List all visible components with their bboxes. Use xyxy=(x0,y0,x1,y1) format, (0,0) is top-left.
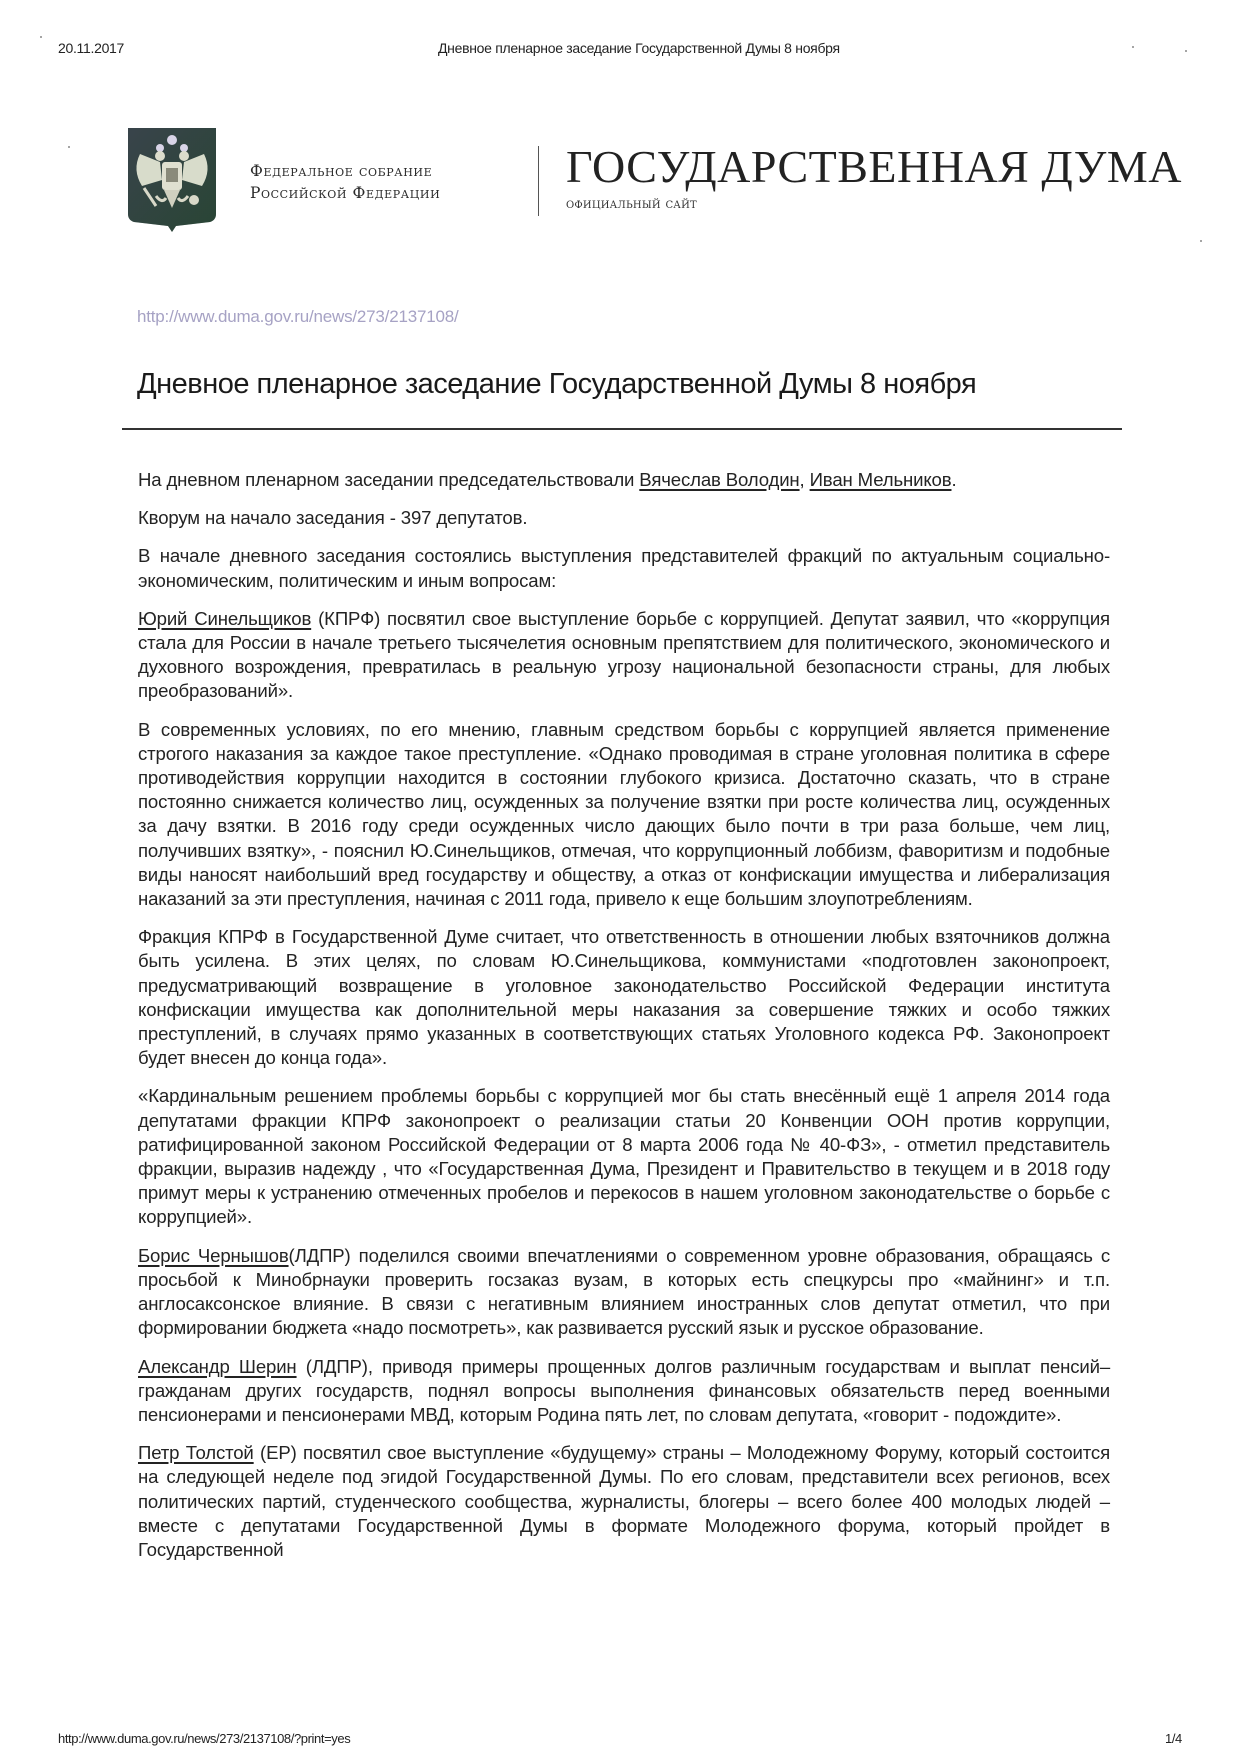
site-brand[interactable] xyxy=(566,141,1182,212)
paragraph-text: (ЛДПР) поделился своими впечатлениями о современном уровне образования, обращаясь с просьбой к Минобрнауки проверить госзаказ вузам, в которых есть спецкурсы про «майнинг» и т.п. англосаксонское влияние. В связи с негативным влиянием иностранных слов депутат отметил, что при формировании бюджета «надо посмотреть», как развивается русский язык и русское образование. xyxy=(138,1244,1110,1339)
paragraph-kprf-bill: Фракция КПРФ в Государственной Думе считает, что ответственность в отношении любых взяточников должна быть усилена. В этих целях, по словам Ю.Синельщикова, коммунистами «подготовлен законопроект, предусматривающий возвращение в уголовное законодательство Российской Федерации института конфискации имущества как дополнительной меры наказания за совершение тяжких и особо тяжких преступлений, в случаях прямо указанных в соответствующих статьях Уголовного кодекса РФ. Законопроект будет внесен до конца года». xyxy=(138,926,1110,1069)
paragraph-sinelshchikov xyxy=(138,607,1110,704)
site-header xyxy=(126,126,1182,232)
paragraph-chernyshov xyxy=(138,1244,1110,1341)
deputy-link-sinelshchikov[interactable]: Юрий Синельщиков xyxy=(138,607,312,629)
scan-artifact xyxy=(1132,46,1134,48)
paragraph-intro: В начале дневного заседания состоялись выступления представителей фракций по актуальным социально-экономическим, политическим и иным вопросам: xyxy=(138,545,1110,591)
deputy-link-chernyshov[interactable]: Борис Чернышов xyxy=(138,1244,289,1266)
coat-of-arms-icon[interactable] xyxy=(126,126,218,232)
article-title: Дневное пленарное заседание Государственной Думы 8 ноября xyxy=(137,368,977,400)
deputy-link-tolstoy[interactable]: Петр Толстой xyxy=(138,1442,254,1464)
paragraph-un-convention: «Кардинальным решением проблемы борьбы с коррупцией мог бы стать внесённый ещё 1 апреля 2014 года депутатами фракции КПРФ законопроект о реализации статьи 20 Конвенции ООН против коррупции, ратифицированной законом Российской Федерации от 8 марта 2006 года № 40-ФЗ», - отметил представитель фракции, выразив надежду , что «Государственная Дума, Президент и Правительство в текущем и в 2018 году примут меры к устранению отмеченных пробелов и перекосов в нашем уголовном законодательстве о борьбе с коррупцией». xyxy=(138,1085,1110,1228)
deputy-link-sherin[interactable]: Александр Шерин xyxy=(138,1355,297,1377)
paragraph-tolstoy xyxy=(138,1441,1110,1562)
page-url[interactable]: http://www.duma.gov.ru/news/273/2137108/ xyxy=(137,307,459,326)
organization-name xyxy=(250,160,440,204)
title-divider xyxy=(122,428,1122,430)
scan-artifact xyxy=(40,36,42,38)
paragraph-text: . xyxy=(951,469,957,490)
paragraph-quorum: Кворум на начало заседания - 397 депутатов. xyxy=(138,507,528,529)
paragraph-text: (ЕР) посвятил свое выступление «будущему» страны – Молодежному Форуму, который состоится на следующей неделе под эгидой Государственной Думы. По его словам, представители всех регионов, всех политических партий, студенческого сообщества, журналисты, блогеры – всего более 400 молодых людей – вместе с депутатами Государственной Думы в формате Молодежного форума, который пройдет в Государственной xyxy=(138,1442,1110,1560)
paragraph-corruption-policy: В современных условиях, по его мнению, главным средством борьбы с коррупцией является применение строгого наказания за каждое такое преступление. «Однако проводимая в стране уголовная политика в сфере противодействия коррупции находится в состоянии глубокого кризиса. Достаточно сказать, что в стране постоянно снижается количество лиц, осужденных за получение взятки при росте количества лиц, осужденных за дачу взятки. В 2016 году среди осужденных число дающих было почти в три раза больше, чем лиц, получивших взятку», - пояснил Ю.Синельщиков, отмечая, что коррупционный лоббизм, фаворитизм и подобные виды наносят наибольший вред государству и обществу, а отказ от конфискации имущества и либерализация наказаний за эти преступления, начиная с 2011 года, привело к еще большим злоупотреблениям. xyxy=(138,718,1110,910)
print-header xyxy=(0,40,1242,62)
organization-name-line-2: Российской Федерации xyxy=(250,184,441,202)
scan-artifact xyxy=(68,146,70,148)
page-number: 1/4 xyxy=(1165,1731,1182,1746)
paragraph-text: , xyxy=(799,469,810,490)
organization-name-line-1: Федеральное собрание xyxy=(250,162,433,180)
print-date: 20.11.2017 xyxy=(58,40,125,56)
paragraph-text: (КПРФ) посвятил свое выступление борьбе с коррупцией. Депутат заявил, что «коррупция стала для России в начале третьего тысячелетия основным препятствием для политического, экономического и духовного возрождения, превратилась в реальную угрозу национальной безопасности страны, для любых преобразований». xyxy=(138,607,1110,702)
site-brand-subtitle: официальный сайт xyxy=(566,196,697,212)
paragraph-text: На дневном пленарном заседании председательствовали xyxy=(138,469,640,490)
print-document-title: Дневное пленарное заседание Государственной Думы 8 ноября xyxy=(438,40,840,56)
paragraph-sherin xyxy=(138,1355,1110,1428)
scan-artifact xyxy=(1185,50,1187,52)
scan-artifact xyxy=(1200,240,1202,242)
paragraph-chairs xyxy=(138,468,1110,492)
deputy-link-volodin[interactable]: Вячеслав Володин xyxy=(639,469,800,490)
site-brand-title: ГОСУДАРСТВЕННАЯ ДУМА xyxy=(566,141,1182,192)
print-footer-url: http://www.duma.gov.ru/news/273/2137108/?print=yes xyxy=(58,1731,351,1746)
article-body xyxy=(138,468,1110,1576)
paragraph-text: (ЛДПР), приводя примеры прощенных долгов различным государствам и выплат пенсий–гражданам других государств, поднял вопросы выполнения финансовых обязательств перед военными пенсионерами и пенсионерами МВД, которым Родина пять лет, по словам депутата, «говорит - подождите». xyxy=(138,1355,1111,1425)
header-divider xyxy=(538,146,539,216)
deputy-link-melnikov[interactable]: Иван Мельников xyxy=(809,469,952,490)
